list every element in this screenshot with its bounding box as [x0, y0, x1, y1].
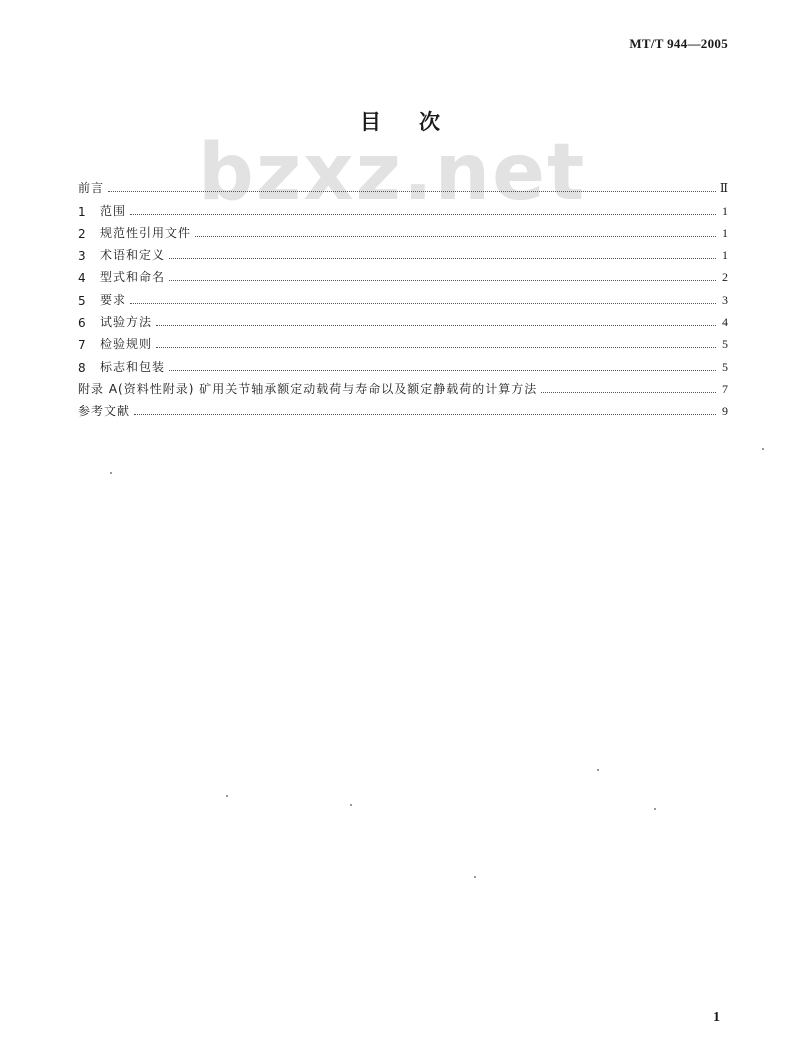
toc-entry-label: 规范性引用文件 — [100, 225, 192, 240]
toc-entry-page: 9 — [722, 404, 728, 419]
toc-entry-label: 附录 A(资料性附录) 矿用关节轴承额定动载荷与寿命以及额定静载荷的计算方法 — [78, 381, 538, 396]
toc-entry-number: 2 — [78, 226, 86, 241]
toc-entry-terms-definitions[interactable] — [78, 241, 728, 263]
toc-entry-page: 3 — [722, 292, 728, 307]
toc-entry-label: 试验方法 — [100, 315, 153, 330]
scan-speck — [597, 769, 599, 771]
toc-entry-number: 1 — [78, 204, 86, 219]
toc-entry-page: 1 — [722, 225, 728, 240]
page-title: 目次 — [360, 110, 478, 134]
toc-entry-label: 参考文献 — [78, 404, 131, 419]
toc-leader-dots — [130, 302, 716, 304]
watermark-text: bzxz.net — [198, 128, 587, 218]
toc-entry-bibliography[interactable] — [78, 397, 728, 419]
toc-leader-dots — [156, 324, 716, 326]
toc-entry-page: Ⅱ — [719, 181, 728, 196]
toc-entry-page: 1 — [722, 203, 728, 218]
table-of-contents — [78, 174, 728, 419]
toc-entry-page: 5 — [722, 337, 728, 352]
toc-entry-number: 5 — [78, 293, 86, 308]
toc-entry-appendix-a[interactable] — [78, 375, 728, 397]
toc-entry-test-methods[interactable] — [78, 308, 728, 330]
toc-entry-types-naming[interactable] — [78, 263, 728, 285]
toc-entry-number: 8 — [78, 360, 86, 375]
toc-entry-foreword[interactable] — [78, 174, 728, 196]
page-number: 1 — [713, 1010, 720, 1025]
toc-leader-dots — [169, 279, 716, 281]
scan-speck — [474, 876, 476, 878]
toc-leader-dots — [169, 257, 716, 259]
toc-leader-dots — [108, 190, 716, 192]
toc-entry-number: 6 — [78, 316, 86, 331]
toc-entry-number: 7 — [78, 338, 86, 353]
scan-speck — [226, 795, 228, 797]
toc-leader-dots — [134, 413, 716, 415]
toc-entry-marking-packaging[interactable] — [78, 352, 728, 374]
toc-leader-dots — [195, 235, 716, 237]
toc-entry-page: 4 — [722, 315, 728, 330]
toc-entry-page: 5 — [722, 359, 728, 374]
toc-entry-normative-references[interactable] — [78, 219, 728, 241]
toc-entry-page: 1 — [722, 248, 728, 263]
scan-speck — [654, 808, 656, 810]
toc-entry-label: 前言 — [78, 181, 105, 196]
toc-leader-dots — [156, 346, 716, 348]
scan-speck — [110, 472, 112, 474]
scan-speck — [762, 448, 764, 450]
toc-entry-label: 标志和包装 — [100, 359, 166, 374]
scan-speck — [350, 804, 352, 806]
toc-leader-dots — [541, 391, 716, 393]
toc-entry-label: 术语和定义 — [100, 248, 166, 263]
toc-entry-label: 范围 — [100, 203, 127, 218]
toc-entry-label: 型式和命名 — [100, 270, 166, 285]
toc-entry-page: 2 — [722, 270, 728, 285]
toc-entry-label: 要求 — [100, 292, 127, 307]
toc-entry-page: 7 — [722, 381, 728, 396]
toc-entry-number: 3 — [78, 249, 86, 264]
standard-code: MT/T 944—2005 — [629, 36, 728, 51]
toc-entry-inspection-rules[interactable] — [78, 330, 728, 352]
toc-entry-requirements[interactable] — [78, 285, 728, 307]
toc-leader-dots — [130, 213, 716, 215]
toc-leader-dots — [169, 369, 716, 371]
toc-entry-scope[interactable] — [78, 196, 728, 218]
toc-entry-number: 4 — [78, 271, 86, 286]
toc-entry-label: 检验规则 — [100, 337, 153, 352]
